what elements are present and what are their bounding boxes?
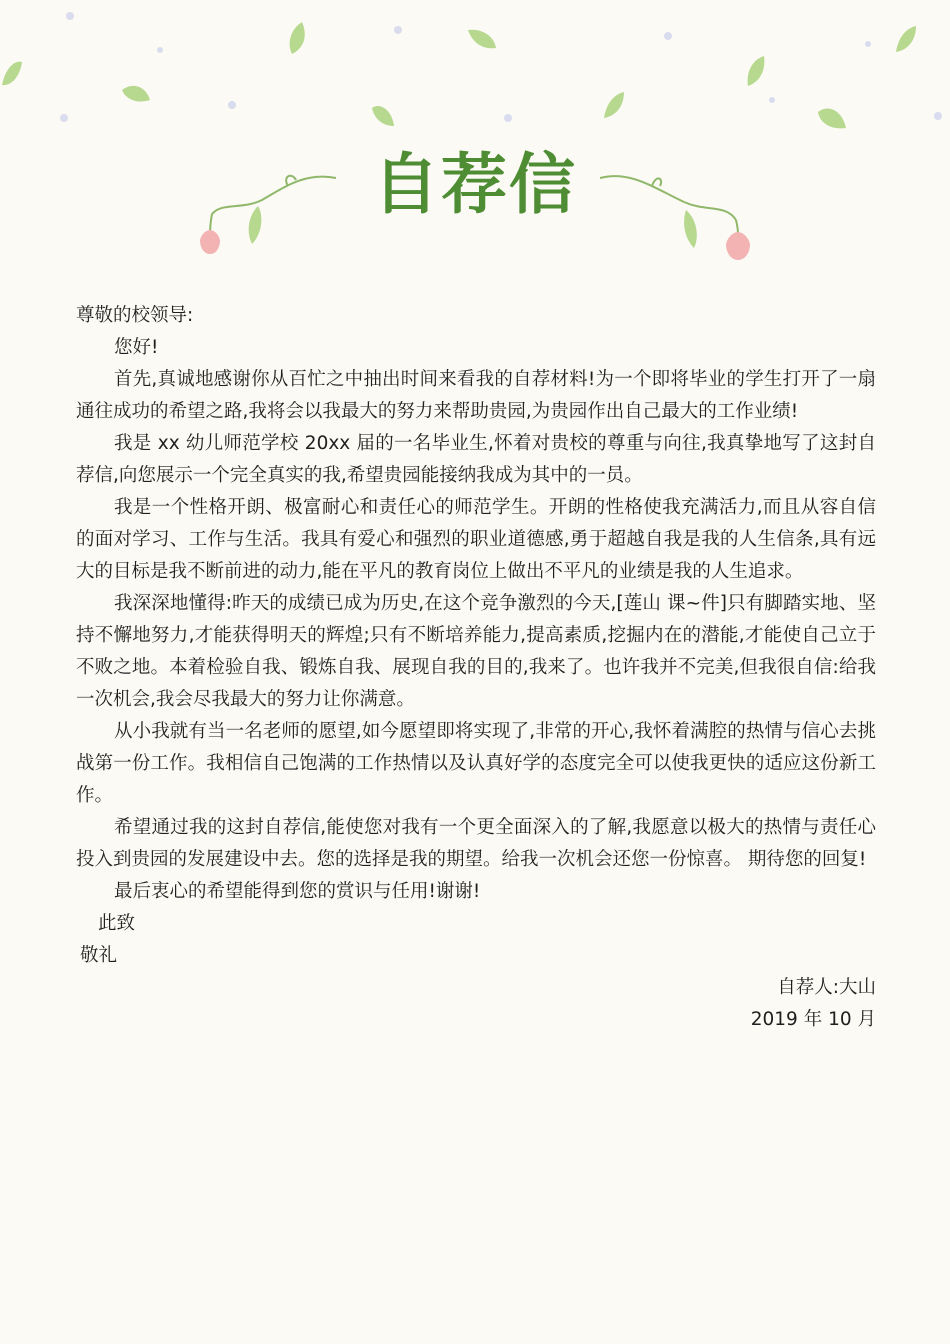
page-title: 自荐信 (373, 146, 577, 223)
paragraph: 我深深地懂得:昨天的成绩已成为历史,在这个竞争激烈的今天,[莲山 课~件]只有脚踏实地、坚持不懈地努力,才能获得明天的辉煌;只有不断培养能力,提高素质,挖掘内在的潜能,才能使自己立于不败之地。本着检验自我、锻炼自我、展现自我的目的,我来了。也许我并不完美,但我很自信:给我一次机会,我会尽我最大的努力让你满意。 (76, 593, 876, 710)
paragraph: 首先,真诚地感谢你从百忙之中抽出时间来看我的自荐材料!为一个即将毕业的学生打开了一扇通往成功的希望之路,我将会以我最大的努力来帮助贵园,为贵园作出自己最大的工作业绩! (76, 369, 876, 422)
paragraph: 从小我就有当一名老师的愿望,如今愿望即将实现了,非常的开心,我怀着满腔的热情与信心去挑战第一份工作。我相信自己饱满的工作热情以及认真好学的态度完全可以使我更快的适应这份新工作。 (76, 721, 876, 806)
closing-cizhi: 此致 (98, 913, 136, 934)
paragraph: 希望通过我的这封自荐信,能使您对我有一个更全面深入的了解,我愿意以极大的热情与责任心投入到贵园的发展建设中去。您的选择是我的期望。给我一次机会还您一份惊喜。 期待您的回复! (76, 817, 876, 870)
paragraph: 最后衷心的希望能得到您的赏识与任用!谢谢! (114, 881, 481, 902)
paragraph: 我是 xx 幼儿师范学校 20xx 届的一名毕业生,怀着对贵校的尊重与向往,我真挚地写了这封自荐信,向您展示一个完全真实的我,希望贵园能接纳我成为其中的一员。 (76, 433, 876, 486)
letter-date: 2019 年 10 月 (750, 1009, 876, 1030)
letter-body (76, 300, 876, 1036)
signer: 自荐人:大山 (777, 977, 876, 998)
closing-jingli: 敬礼 (80, 945, 118, 966)
left-flower-icon (200, 230, 220, 254)
greeting: 您好! (114, 337, 159, 358)
salutation: 尊敬的校领导: (76, 305, 194, 326)
leaf-icon (2, 22, 916, 128)
right-flower-icon (726, 232, 750, 260)
paragraph: 我是一个性格开朗、极富耐心和责任心的师范学生。开朗的性格使我充满活力,而且从容自信的面对学习、工作与生活。我具有爱心和强烈的职业道德感,勇于超越自我是我的人生信条,具有远大的目标是我不断前进的动力,能在平凡的教育岗位上做出不平凡的业绩是我的人生追求。 (76, 497, 876, 582)
dot-pattern (60, 12, 942, 122)
